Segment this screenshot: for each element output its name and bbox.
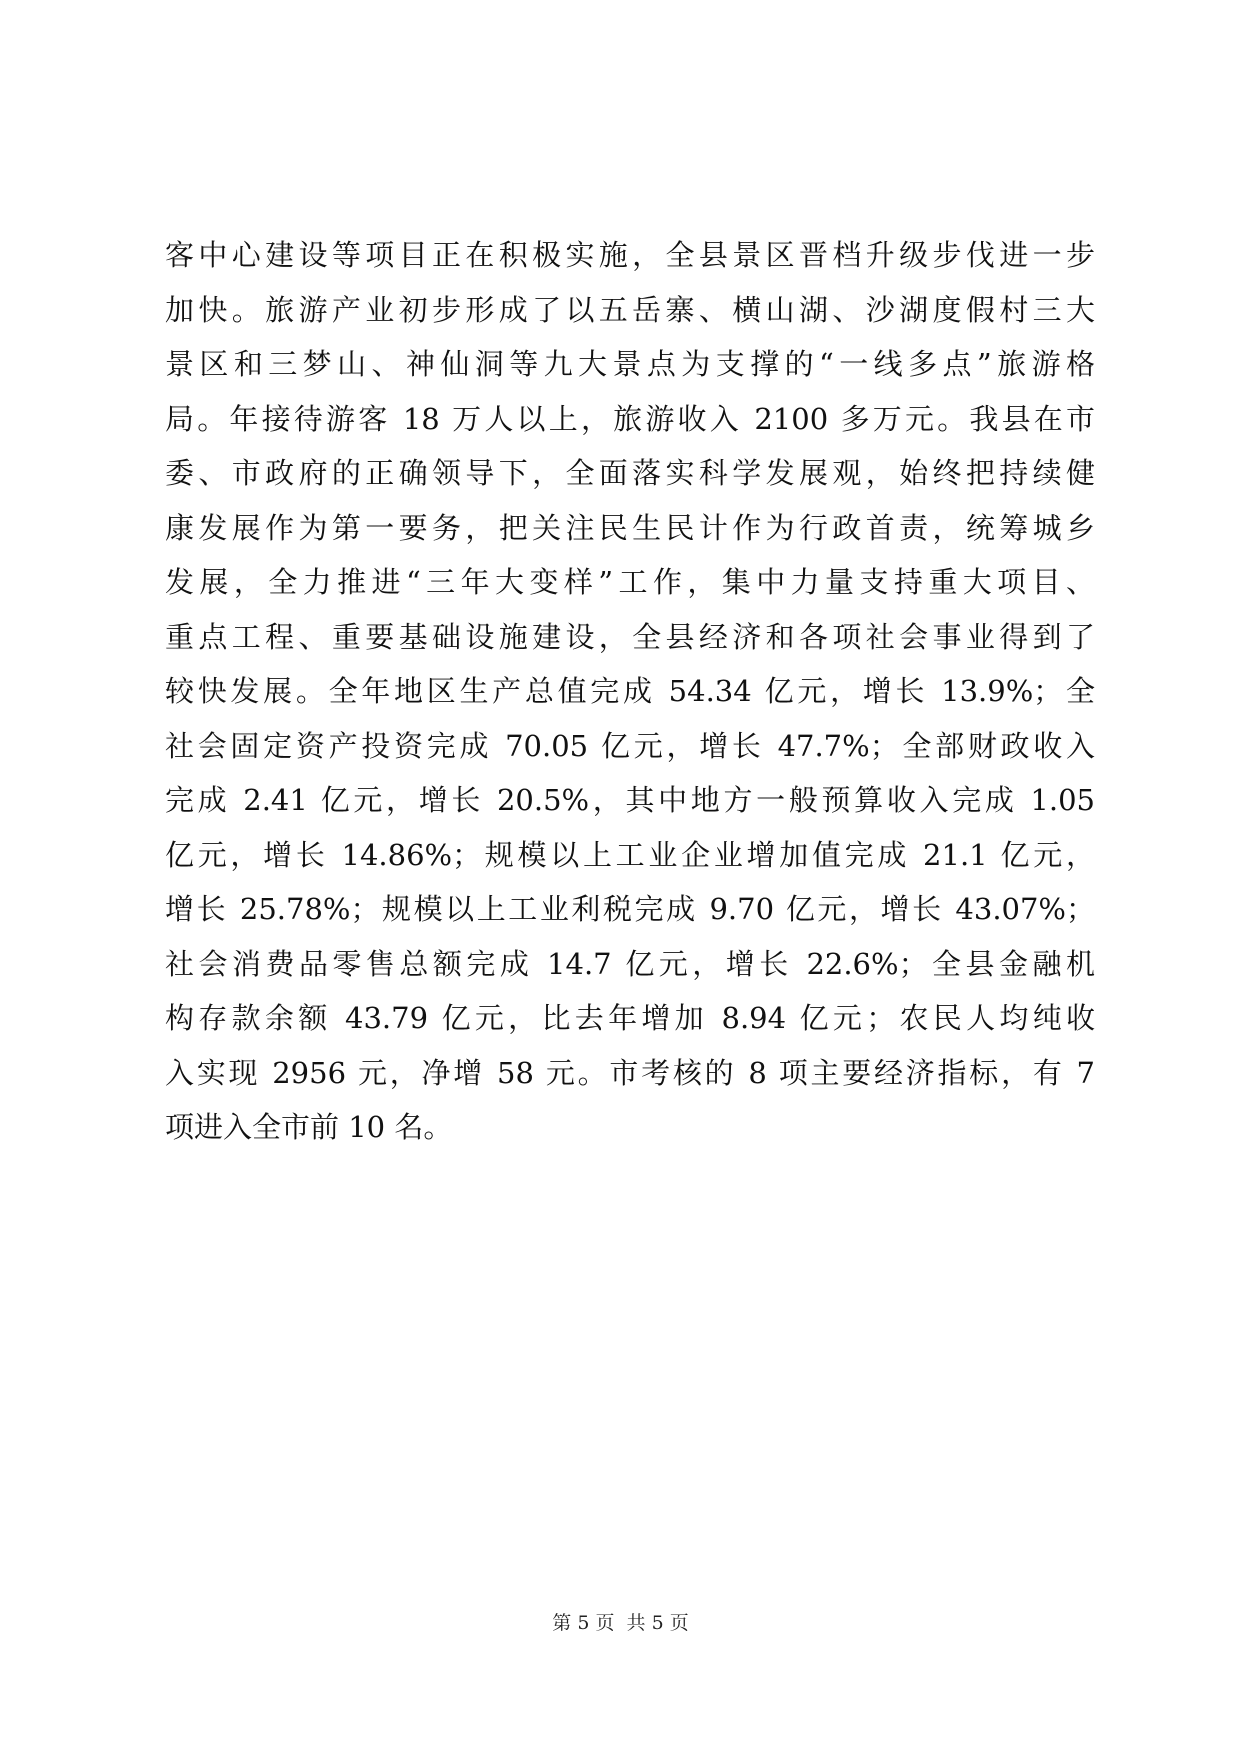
body-paragraph [165, 228, 1095, 1155]
text-line: 康发展作为第一要务，把关注民生民计作为行政首责，统筹城乡 [165, 510, 1095, 545]
text-line: 构存款余额 43.79 亿元，比去年增加 8.94 亿元；农民人均纯收 [165, 1001, 1095, 1035]
text-line: 社会消费品零售总额完成 14.7 亿元，增长 22.6%；全县金融机 [165, 946, 1095, 981]
text-line: 增长 25.78%；规模以上工业利税完成 9.70 亿元，增长 43.07%； [165, 892, 1095, 926]
text-line: 客中心建设等项目正在积极实施，全县景区晋档升级步伐进一步 [165, 238, 1095, 272]
text-line: 景区和三梦山、神仙洞等九大景点为支撑的“一线多点”旅游格 [165, 347, 1095, 381]
text-line: 亿元，增长 14.86%；规模以上工业企业增加值完成 21.1 亿元， [165, 837, 1095, 872]
text-line: 委、市政府的正确领导下，全面落实科学发展观，始终把持续健 [165, 456, 1095, 490]
page-footer: 第 5 页 共 5 页 [552, 1612, 689, 1634]
text-line: 较快发展。全年地区生产总值完成 54.34 亿元，增长 13.9%；全 [165, 674, 1095, 708]
text-line: 入实现 2956 元，净增 58 元。市考核的 8 项主要经济指标，有 7 [165, 1055, 1095, 1090]
text-line: 重点工程、重要基础设施建设，全县经济和各项社会事业得到了 [165, 619, 1095, 654]
text-line: 发展，全力推进“三年大变样”工作，集中力量支持重大项目、 [165, 565, 1095, 599]
text-line: 加快。旅游产业初步形成了以五岳寨、横山湖、沙湖度假村三大 [165, 292, 1095, 327]
text-line: 项进入全市前 10 名。 [165, 1110, 453, 1144]
text-line: 局。年接待游客 18 万人以上，旅游收入 2100 多万元。我县在市 [165, 401, 1095, 436]
text-line: 完成 2.41 亿元，增长 20.5%，其中地方一般预算收入完成 1.05 [165, 783, 1095, 817]
text-line: 社会固定资产投资完成 70.05 亿元，增长 47.7%；全部财政收入 [165, 728, 1095, 763]
